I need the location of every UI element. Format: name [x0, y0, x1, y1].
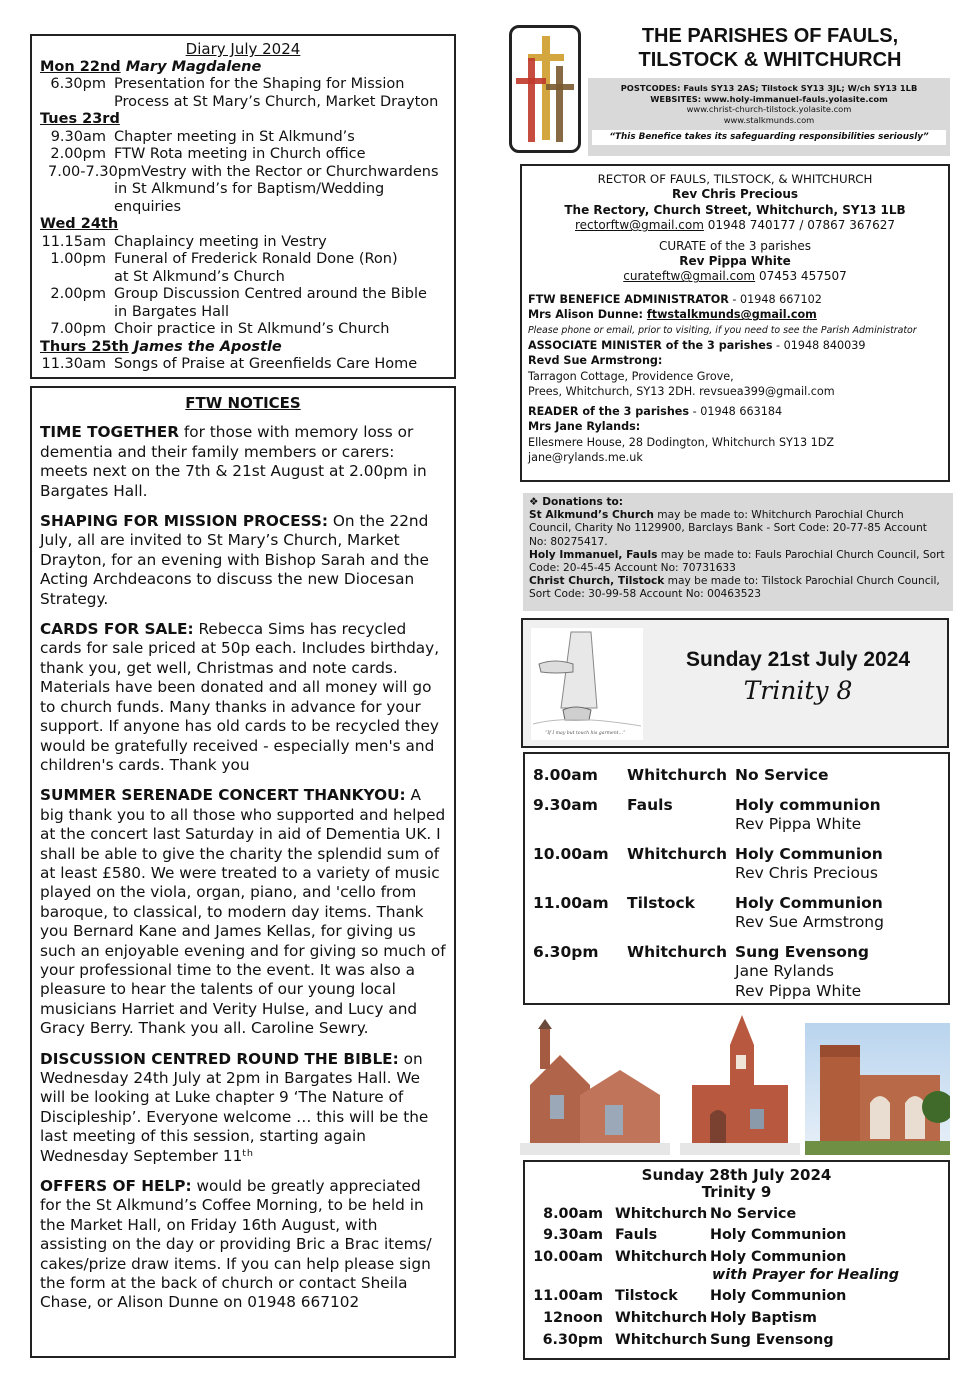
service-row — [533, 1331, 940, 1349]
donation-tilstock-text: may be made to: Tilstock Parochial Church Council, Sort Code: 30-99-58 Account No: 00463523 — [529, 575, 940, 601]
diary-event-text: in St Alkmund’s for Baptism/Wedding enquiries — [114, 181, 385, 215]
curate-phone: 07453 457507 — [755, 269, 847, 284]
service-place: Whitchurch — [627, 766, 727, 784]
diary-title: Diary July 2024 — [185, 40, 301, 58]
service-row — [533, 796, 940, 835]
diary-days — [40, 59, 446, 374]
hand-touching-garment-icon — [531, 628, 643, 740]
service-details — [710, 1226, 940, 1244]
service-person: Rev Chris Precious — [735, 864, 878, 882]
notice-text: on Wednesday 24th July at 2pm in Bargates Hall. We will be looking at Luke chapter 9 ‘The Nature of Discipleship’. Everyone welcome … this will be the last meeting of this session, starting again Wednesday September 11ᵗʰ — [40, 1049, 429, 1165]
service-place: Whitchurch — [615, 1248, 708, 1265]
diary-event-text: at St Alkmund’s Church — [114, 268, 285, 285]
notice-heading: OFFERS OF HELP: — [40, 1177, 192, 1196]
service-row — [533, 1309, 940, 1327]
service-place: Tilstock — [615, 1288, 678, 1305]
diary-event-time: 1.00pm — [50, 251, 106, 267]
service-place: Whitchurch — [627, 942, 727, 961]
reader-heading: READER of the 3 parishes — [528, 404, 690, 418]
service-time: 9.30am — [543, 1227, 603, 1244]
title-line-1: THE PARISHES OF FAULS, — [641, 25, 899, 47]
rector-name: Rev Chris Precious — [671, 187, 799, 202]
website-3[interactable]: www.stalkmunds.com — [723, 114, 815, 125]
assoc-address-1: Tarragon Cottage, Providence Grove, — [528, 369, 734, 383]
curate-email[interactable]: curateftw@gmail.com — [623, 269, 756, 284]
sunday28-date: Sunday 28th July 2024 — [641, 1166, 832, 1184]
diary-event-text: Funeral of Frederick Ronald Done (Ron) — [114, 251, 398, 267]
diary-event-text: Songs of Praise at Greenfields Care Home — [114, 356, 418, 372]
notice-heading: SHAPING FOR MISSION PROCESS: — [40, 512, 329, 531]
service-time: 8.00am — [543, 1205, 603, 1222]
parish-title — [590, 24, 950, 72]
diary-event-text: Chapter meeting in St Alkmund’s — [114, 128, 355, 145]
diary-event — [40, 181, 446, 216]
notice-text: Rebecca Sims has recycled cards for sale priced at 50p each. Includes birthday, thank you, get well, Christmas and note cards. Materials have been donated and all money will go to church funds. Many thanks in advance for your support. If anyone has old cards to be recycled they would be gratefully received - especially men's and children's cards. Thank you — [40, 620, 440, 774]
donation-fauls-name: Holy Immanuel, Fauls — [529, 548, 658, 561]
notice-item — [40, 512, 446, 609]
notice-item — [40, 1177, 446, 1313]
diary-day-date: Wed 24th — [40, 216, 119, 232]
diary-event-text: Group Discussion Centred around the Bible — [114, 286, 427, 302]
garment-sketch-image — [531, 628, 643, 740]
notices-box — [30, 386, 456, 1358]
sunday21-services — [523, 752, 950, 1005]
service-row — [533, 1248, 940, 1284]
service-row — [533, 766, 940, 786]
service-time: 9.30am — [533, 795, 598, 814]
crosses-icon — [512, 28, 578, 150]
three-churches-icon — [520, 1015, 950, 1155]
diary-event — [40, 164, 446, 182]
notice-text: On the 22nd July, all are invited to St Mary’s Church, Market Drayton, for an evening with Bishop Sarah and the Acting Archdeacons to discuss the new Diocesan Strategy. — [40, 512, 429, 608]
diary-event-time — [40, 181, 114, 216]
sunday21-date: Sunday 21st July 2024 — [685, 648, 911, 671]
reader-phone: - 01948 663184 — [689, 404, 783, 418]
reader-address: Ellesmere House, 28 Dodington, Whitchurch SY13 1DZ — [528, 435, 835, 449]
sunday28-services — [523, 1160, 950, 1360]
service-time: 11.00am — [533, 1288, 603, 1305]
service-row — [533, 1287, 940, 1305]
diary-event — [40, 234, 446, 252]
service-name: No Service — [710, 1205, 797, 1222]
curate-heading: CURATE of the 3 parishes — [658, 238, 812, 253]
service-time: 12noon — [543, 1309, 603, 1326]
diary-event — [40, 321, 446, 339]
service-row — [533, 845, 940, 884]
diary-event — [40, 146, 446, 164]
service-row — [533, 1205, 940, 1223]
diary-event — [40, 269, 446, 287]
service-name: No Service — [735, 766, 829, 784]
diamond-bullet-icon: ❖ — [529, 496, 543, 508]
service-name: Holy Communion — [710, 1248, 847, 1265]
service-name: Holy communion — [735, 795, 881, 814]
admin-heading: FTW BENEFICE ADMINISTRATOR — [528, 292, 729, 306]
donation-stalkmund-name: St Alkmund’s Church — [529, 509, 654, 522]
service-details — [710, 1331, 940, 1349]
diary-event-text: Vestry with the Rector or Churchwardens — [141, 163, 439, 180]
service-person: Rev Sue Armstrong — [735, 913, 884, 931]
service-details — [735, 766, 940, 786]
notice-heading: TIME TOGETHER — [40, 423, 180, 442]
diary-event-time: 11.15am — [41, 233, 106, 250]
notice-text: for those with memory loss or dementia and their family members or carers: meets next on the 7th & 21st August at 2.00pm in Bargates Hall. — [40, 423, 427, 500]
safeguarding-statement: “This Benefice takes its safeguarding responsibilities seriously” — [592, 130, 946, 145]
donation-tilstock-name: Christ Church, Tilstock — [529, 575, 665, 588]
sunday21-header — [521, 618, 949, 748]
sunday28-trinity: Trinity 9 — [701, 1183, 772, 1201]
service-row — [533, 943, 940, 1002]
diary-event-text: Chaplaincy meeting in Vestry — [114, 233, 327, 250]
service-name: Sung Evensong — [710, 1331, 834, 1348]
notice-heading: SUMMER SERENADE CONCERT THANKYOU: — [40, 786, 406, 805]
sunday28-rows — [533, 1205, 940, 1349]
diary-event-text: Presentation for the Shaping for Mission — [114, 76, 405, 92]
service-name: Holy Communion — [710, 1288, 847, 1305]
churches-photo — [520, 1015, 950, 1155]
diary-event-time: 2.00pm — [50, 146, 106, 162]
notice-item — [40, 620, 446, 775]
service-person: Rev Pippa White — [735, 815, 862, 833]
service-time: 11.00am — [533, 893, 609, 912]
diary-day-date: Thurs 25th — [40, 338, 129, 355]
donations-panel — [523, 493, 953, 611]
diary-event-time — [40, 304, 114, 322]
website-2[interactable]: www.christ-church-tilstock.yolasite.com — [686, 104, 852, 115]
rector-address: The Rectory, Church Street, Whitchurch, SY13 1LB — [564, 202, 906, 217]
service-place: Tilstock — [627, 893, 695, 912]
service-person: Jane Rylands — [735, 962, 834, 980]
notice-heading: DISCUSSION CENTRED ROUND THE BIBLE: — [40, 1049, 399, 1068]
diary-day-heading — [40, 339, 446, 357]
service-details — [710, 1309, 940, 1327]
service-time: 10.00am — [533, 844, 609, 863]
contacts-box — [520, 164, 950, 482]
diary-event-time: 2.00pm — [50, 286, 106, 302]
donation-stalkmund-text: may be made to: Whitchurch Parochial Church Council, Charity No 1129900, Barclays Bank - Sort Code: 20-77-85 Account No: 80275417. — [529, 509, 927, 548]
service-details — [710, 1248, 940, 1284]
notices-title: FTW NOTICES — [185, 394, 301, 412]
admin-note: Please phone or email, prior to visiting, if you need to see the Parish Administrator — [528, 324, 917, 336]
diary-day-heading — [40, 216, 446, 234]
diary-day-saint: James the Apostle — [133, 338, 282, 355]
diary-box — [30, 34, 456, 379]
postcode-panel — [588, 78, 950, 156]
diary-event — [40, 129, 446, 147]
admin-name: Mrs Alison Dunne: — [528, 308, 647, 322]
donations-heading: Donations to: — [542, 496, 624, 508]
reader-email[interactable]: jane@rylands.me.uk — [528, 450, 643, 464]
diary-event — [40, 286, 446, 304]
title-line-2: TILSTOCK & WHITCHURCH — [638, 49, 902, 71]
notice-text: would be greatly appreciated for the St Alkmund’s Coffee Morning, to be held in the Market Hall, on Friday 16th August, with assisting on the day or providing Bric a Brac items/ cakes/prize draw items. If you can help please sign the form at the back of church or contact Sheila Chase, or Alison Dunne on 01948 667102 — [40, 1177, 432, 1312]
service-time: 6.30pm — [542, 1331, 603, 1348]
notice-heading: CARDS FOR SALE: — [40, 620, 194, 639]
service-details — [735, 796, 940, 835]
diary-event-time: 7.00-7.30pm — [48, 163, 142, 180]
donation-fauls-text: may be made to: Fauls Parochial Church Council, Sort Code: 20-45-45 Account No: 70731633 — [529, 548, 945, 575]
service-place: Whitchurch — [615, 1331, 708, 1348]
curate-name: Rev Pippa White — [679, 254, 791, 269]
rector-phone: 01948 740177 / 07867 367627 — [703, 218, 896, 233]
notice-item — [40, 423, 446, 501]
diary-day-saint: Mary Magdalene — [125, 58, 262, 75]
diary-day-heading — [40, 59, 446, 77]
diary-event-text: FTW Rota meeting in Church office — [114, 146, 366, 162]
service-time: 8.00am — [533, 766, 598, 784]
assoc-name: Revd Sue Armstrong: — [528, 354, 663, 368]
postcodes: POSTCODES: Fauls SY13 2AS; Tilstock SY13 3JL; W/ch SY13 1LB — [620, 83, 918, 93]
assoc-address-2: Prees, Whitchurch, SY13 2DH. revsuea399@gmail.com — [528, 385, 835, 399]
service-details — [735, 894, 940, 933]
service-time: 10.00am — [533, 1248, 603, 1265]
admin-phone: - 01948 667102 — [728, 292, 822, 306]
diary-event — [40, 304, 446, 322]
service-details — [710, 1287, 940, 1305]
diary-event-time — [40, 94, 114, 112]
notice-item — [40, 1050, 446, 1166]
diary-event — [40, 94, 446, 112]
service-row — [533, 1226, 940, 1244]
notice-text: A big thank you to all those who supported and helped at the concert last Saturday in aid of Dementia UK. I shall be able to give the charity the splendid sum of at least £580. We were treated to a variety of music played on the viola, organ, piano, and 'cello from baroque, to classical, to modern day items. Thank you Bernard Kane and James Kellas, for giving us such an enjoyable evening and for giving so much of your professional time to the event. It was also a pleasure to hear the talents of our young local musicians Harriet and Verity Hulse, and Lucy and Gracy Berry. Thank you all. Caroline Sewry. — [40, 786, 446, 1038]
diary-event — [40, 76, 446, 94]
rector-heading: RECTOR OF FAULS, TILSTOCK, & WHITCHURCH — [597, 172, 873, 186]
diary-day-heading — [40, 111, 446, 129]
service-place: Fauls — [627, 795, 673, 814]
website-1[interactable]: WEBSITES: www.holy-immanuel-fauls.yolasite.com — [650, 93, 888, 104]
service-place: Fauls — [615, 1227, 658, 1244]
service-details — [710, 1205, 940, 1223]
service-place: Whitchurch — [615, 1205, 708, 1222]
rector-email[interactable]: rectorftw@gmail.com — [574, 218, 704, 233]
diary-day-date: Mon 22nd — [40, 58, 121, 75]
service-details — [735, 845, 940, 884]
assoc-phone: - 01948 840039 — [772, 339, 866, 353]
crosses-logo — [509, 25, 581, 153]
diary-event — [40, 251, 446, 269]
diary-event-time: 9.30am — [50, 128, 106, 145]
diary-event-time — [40, 269, 114, 287]
admin-email[interactable]: ftwstalkmunds@gmail.com — [646, 308, 817, 322]
diary-event-text: in Bargates Hall — [114, 303, 230, 320]
diary-event-time: 6.30pm — [50, 76, 106, 92]
diary-event-time: 11.30am — [41, 356, 106, 372]
service-name: Holy Communion — [710, 1227, 847, 1244]
diary-day-date: Tues 23rd — [40, 111, 120, 127]
image-caption: “If I may but touch his garment…” — [545, 731, 626, 736]
service-name: Holy Baptism — [710, 1309, 817, 1326]
service-place: Whitchurch — [627, 844, 727, 863]
service-time: 6.30pm — [533, 942, 599, 961]
diary-event-time: 7.00pm — [50, 321, 106, 337]
sunday21-trinity: Trinity 8 — [743, 676, 853, 705]
service-name: Sung Evensong — [735, 942, 869, 961]
service-name: Holy Communion — [735, 844, 883, 863]
notice-item — [40, 786, 446, 1038]
diary-event-text: Process at St Mary’s Church, Market Drayton — [114, 93, 439, 110]
notice-list — [40, 423, 446, 1312]
service-details — [735, 943, 940, 1002]
service-row — [533, 894, 940, 933]
diary-event — [40, 356, 446, 374]
reader-name: Mrs Jane Rylands: — [528, 420, 641, 434]
service-person: Rev Pippa White — [735, 981, 862, 1000]
service-name: Holy Communion — [735, 893, 883, 912]
service-place: Whitchurch — [615, 1309, 708, 1326]
service-subtitle: with Prayer for Healing — [712, 1266, 900, 1283]
diary-event-text: Choir practice in St Alkmund’s Church — [114, 321, 390, 337]
assoc-heading: ASSOCIATE MINISTER of the 3 parishes — [528, 339, 773, 353]
